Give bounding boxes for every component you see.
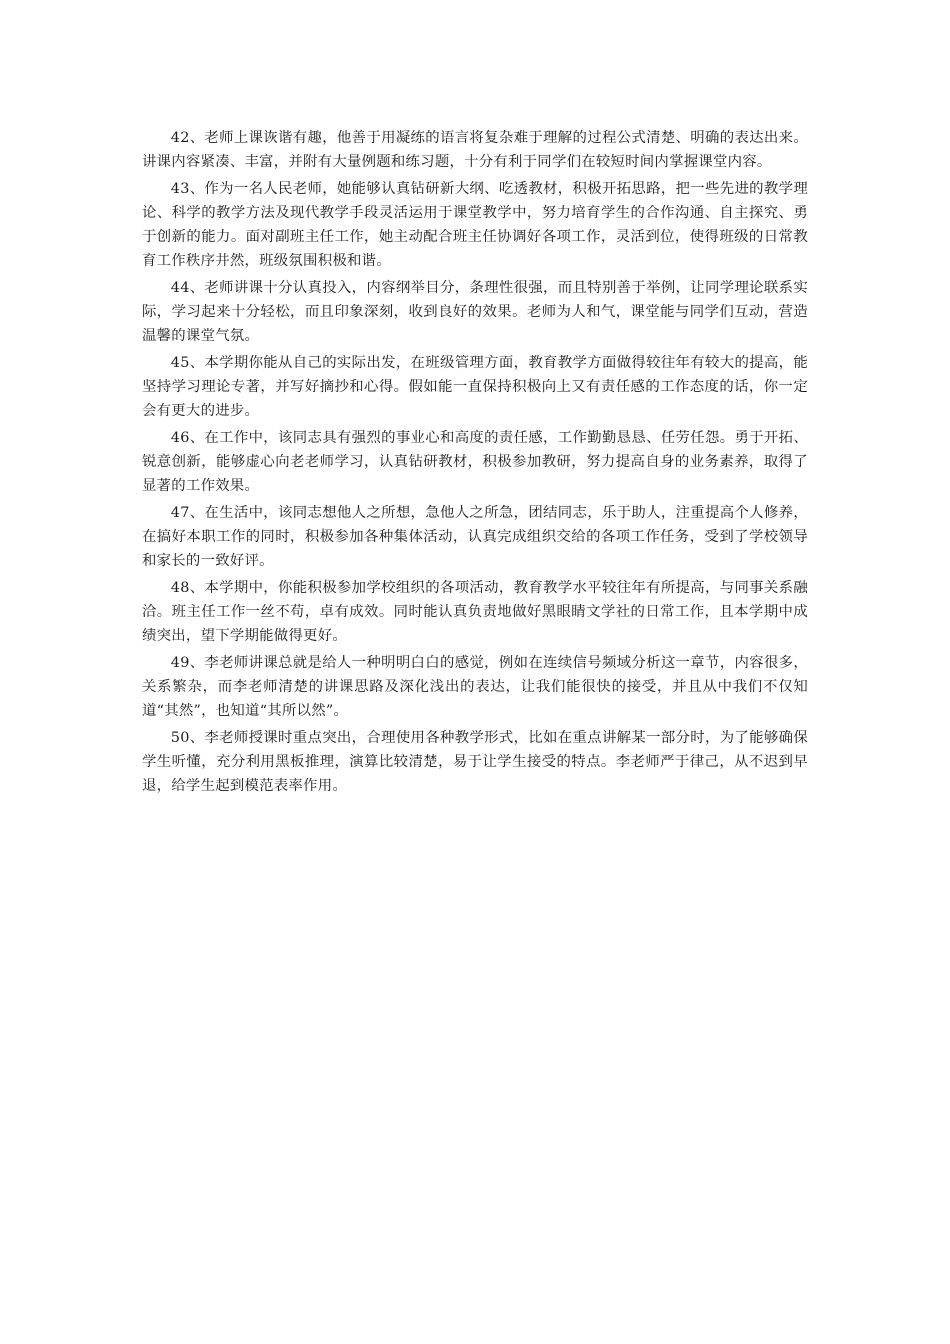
paragraph-47: 47、在生活中，该同志想他人之所想，急他人之所急，团结同志，乐于助人，注重提高个人修养，在搞好本职工作的同时，积极参加各种集体活动，认真完成组织交给的各项工作任务，受到了学校领导和家长的一致好评。 — [142, 505, 808, 570]
document-body — [142, 126, 808, 801]
paragraph-50: 50、李老师授课时重点突出，合理使用各种教学形式，比如在重点讲解某一部分时，为了能够确保学生听懂，充分利用黑板推理，演算比较清楚，易于让学生接受的特点。李老师严于律己，从不迟到早退，给学生起到模范表率作用。 — [142, 730, 808, 795]
paragraph-44: 44、老师讲课十分认真投入，内容纲举目分，条理性很强，而且特别善于举例，让同学理论联系实际，学习起来十分轻松，而且印象深刻，收到良好的效果。老师为人和气，课堂能与同学们互动，营造温馨的课堂气氛。 — [142, 280, 808, 345]
paragraph-48: 48、本学期中，你能积极参加学校组织的各项活动，教育教学水平较往年有所提高，与同事关系融洽。班主任工作一丝不苟，卓有成效。同时能认真负责地做好黑眼睛文学社的日常工作，且本学期中成绩突出，望下学期能做得更好。 — [142, 580, 808, 645]
paragraph-45: 45、本学期你能从自己的实际出发，在班级管理方面，教育教学方面做得较往年有较大的提高，能坚持学习理论专著，并写好摘抄和心得。假如能一直保持积极向上又有责任感的工作态度的话，你一定会有更大的进步。 — [142, 355, 808, 420]
paragraph-43: 43、作为一名人民老师，她能够认真钻研新大纲、吃透教材，积极开拓思路，把一些先进的教学理论、科学的教学方法及现代教学手段灵活运用于课堂教学中，努力培育学生的合作沟通、自主探究、勇于创新的能力。面对副班主任工作，她主动配合班主任协调好各项工作，灵活到位，使得班级的日常教育工作秩序井然，班级氛围积极和谐。 — [142, 180, 808, 270]
paragraph-46: 46、在工作中，该同志具有强烈的事业心和高度的责任感，工作勤勤恳恳、任劳任怨。勇于开拓、锐意创新，能够虚心向老老师学习，认真钻研教材，积极参加教研，努力提高自身的业务素养，取得了显著的工作效果。 — [142, 430, 808, 495]
paragraph-42: 42、老师上课诙谐有趣，他善于用凝练的语言将复杂难于理解的过程公式清楚、明确的表达出来。讲课内容紧凑、丰富，并附有大量例题和练习题，十分有利于同学们在较短时间内掌握课堂内容。 — [142, 130, 808, 171]
paragraph-49: 49、李老师讲课总就是给人一种明明白白的感觉，例如在连续信号频域分析这一章节，内容很多，关系繁杂，而李老师清楚的讲课思路及深化浅出的表达，让我们能很快的接受，并且从中我们不仅知道“其然”，也知道“其所以然”。 — [142, 655, 808, 720]
